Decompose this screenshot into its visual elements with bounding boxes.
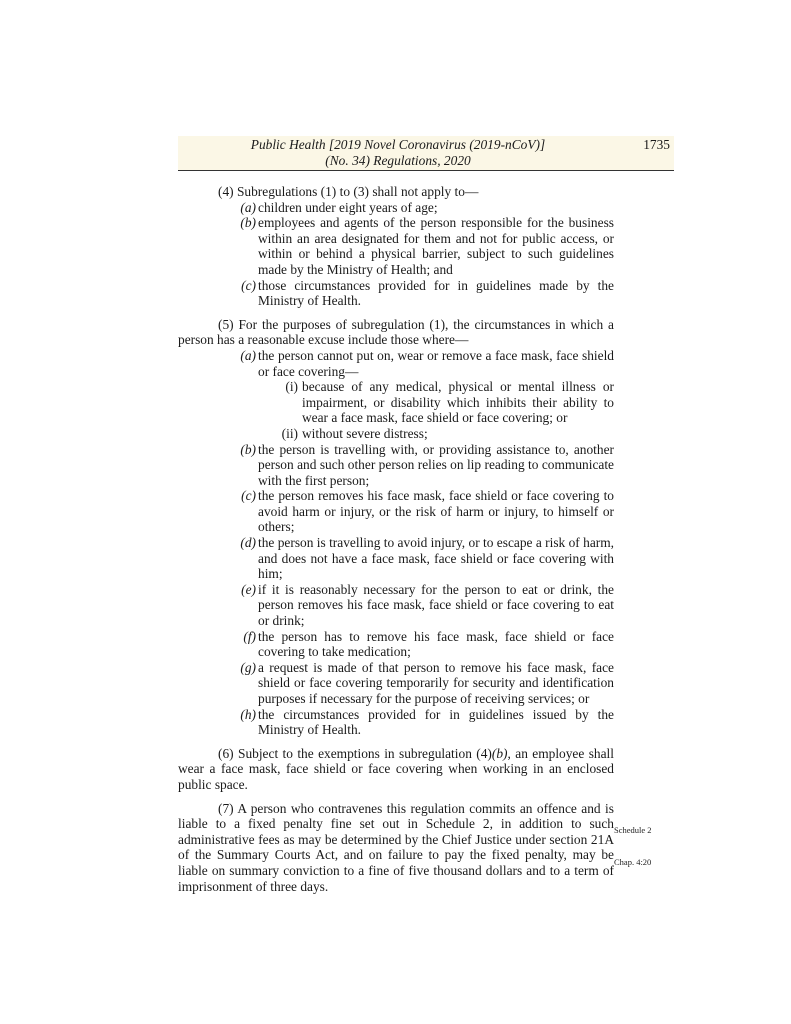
list-item — [178, 660, 614, 707]
item-text: the person cannot put on, wear or remove a face mask, face shield or face covering— — [258, 347, 614, 379]
item-marker: (h) — [240, 706, 256, 722]
item-marker: (a) — [240, 199, 256, 215]
subregulation-6 — [178, 746, 614, 793]
subregulation-6-text-b: , an employee shall wear a face mask, face shield or face covering when working in an enclosed public space. — [178, 745, 614, 792]
item-text: the person has to remove his face mask, face shield or face covering to take medication; — [258, 628, 614, 660]
sub-item-marker: (ii) — [281, 425, 298, 441]
regulation-body — [178, 184, 614, 894]
page-number: 1735 — [643, 137, 670, 152]
list-item — [178, 278, 614, 309]
item-marker: (g) — [240, 659, 256, 675]
item-marker: (b) — [240, 215, 256, 231]
list-item — [178, 582, 614, 629]
item-text: the circumstances provided for in guidelines issued by the Ministry of Health. — [258, 706, 614, 738]
item-text: employees and agents of the person responsible for the business within an area designated for them and not for public access, or within or behind a physical barrier, subject to such guidelines made by the Ministry of Health; and — [258, 215, 614, 277]
item-text: children under eight years of age; — [258, 199, 438, 215]
subregulation-4-intro: (4) Subregulations (1) to (3) shall not apply to— — [218, 184, 479, 199]
margin-note-schedule: Schedule 2 — [614, 825, 652, 835]
item-marker: (b) — [240, 441, 256, 457]
subregulation-7: (7) A person who contravenes this regulation commits an offence and is liable to a fixed penalty fine set out in Schedule 2, in addition to such administrative fees as may be determined by the Chief Justice under section 21A of the Summary Courts Act, and on failure to pay the fixed penalty, may be liable on summary conviction to a fine of five thousand dollars and to a term of imprisonment of three days. — [178, 800, 614, 894]
item-marker: (c) — [241, 488, 256, 504]
sub-item — [178, 379, 614, 426]
list-item — [178, 348, 614, 379]
item-marker: (f) — [243, 628, 256, 644]
list-item — [178, 442, 614, 489]
list-item — [178, 535, 614, 582]
item-marker: (a) — [240, 347, 256, 363]
item-text: the person is travelling with, or providing assistance to, another person and such other person relies on lip reading to communicate with the first person; — [258, 441, 614, 488]
sub-item-text: because of any medical, physical or mental illness or impairment, or disability which inhibits their ability to wear a face mask, face shield or face covering; or — [302, 379, 614, 426]
item-text: those circumstances provided for in guidelines made by the Ministry of Health. — [258, 277, 614, 309]
item-marker: (d) — [240, 535, 256, 551]
list-item — [178, 200, 614, 216]
list-item — [178, 707, 614, 738]
sub-item-marker: (i) — [285, 379, 298, 395]
item-marker: (e) — [241, 581, 256, 597]
list-item — [178, 215, 614, 277]
subregulation-6-ref: (b) — [491, 745, 508, 761]
item-text: if it is reasonably necessary for the person to eat or drink, the person removes his face mask, face shield or face covering to eat or drink; — [258, 581, 614, 629]
subregulation-5-intro: (5) For the purposes of subregulation (1), the circumstances in which a person has a reasonable excuse include those where— — [178, 316, 614, 348]
item-text: a request is made of that person to remove his face mask, face shield or face covering temporarily for security and identification purposes if necessary for the purpose of receiving services; or — [258, 659, 614, 706]
margin-note-chapter: Chap. 4:20 — [614, 857, 652, 867]
sub-item-text: without severe distress; — [302, 425, 428, 441]
item-text: the person is travelling to avoid injury, or to escape a risk of harm, and does not have a face mask, face shield or face covering with him; — [258, 535, 614, 582]
running-header — [178, 136, 674, 171]
list-item — [178, 629, 614, 660]
header-title-line-2: (No. 34) Regulations, 2020 — [325, 153, 471, 168]
item-marker: (c) — [241, 277, 256, 293]
header-title-line-1: Public Health [2019 Novel Coronavirus (2019-nCoV)] — [250, 137, 546, 152]
sub-item — [178, 426, 614, 442]
subregulation-6-text-a: (6) Subject to the exemptions in subregulation (4) — [218, 745, 492, 761]
item-text: the person removes his face mask, face shield or face covering to avoid harm or injury, or the risk of harm or injury, to himself or others; — [258, 488, 614, 535]
list-item — [178, 488, 614, 535]
